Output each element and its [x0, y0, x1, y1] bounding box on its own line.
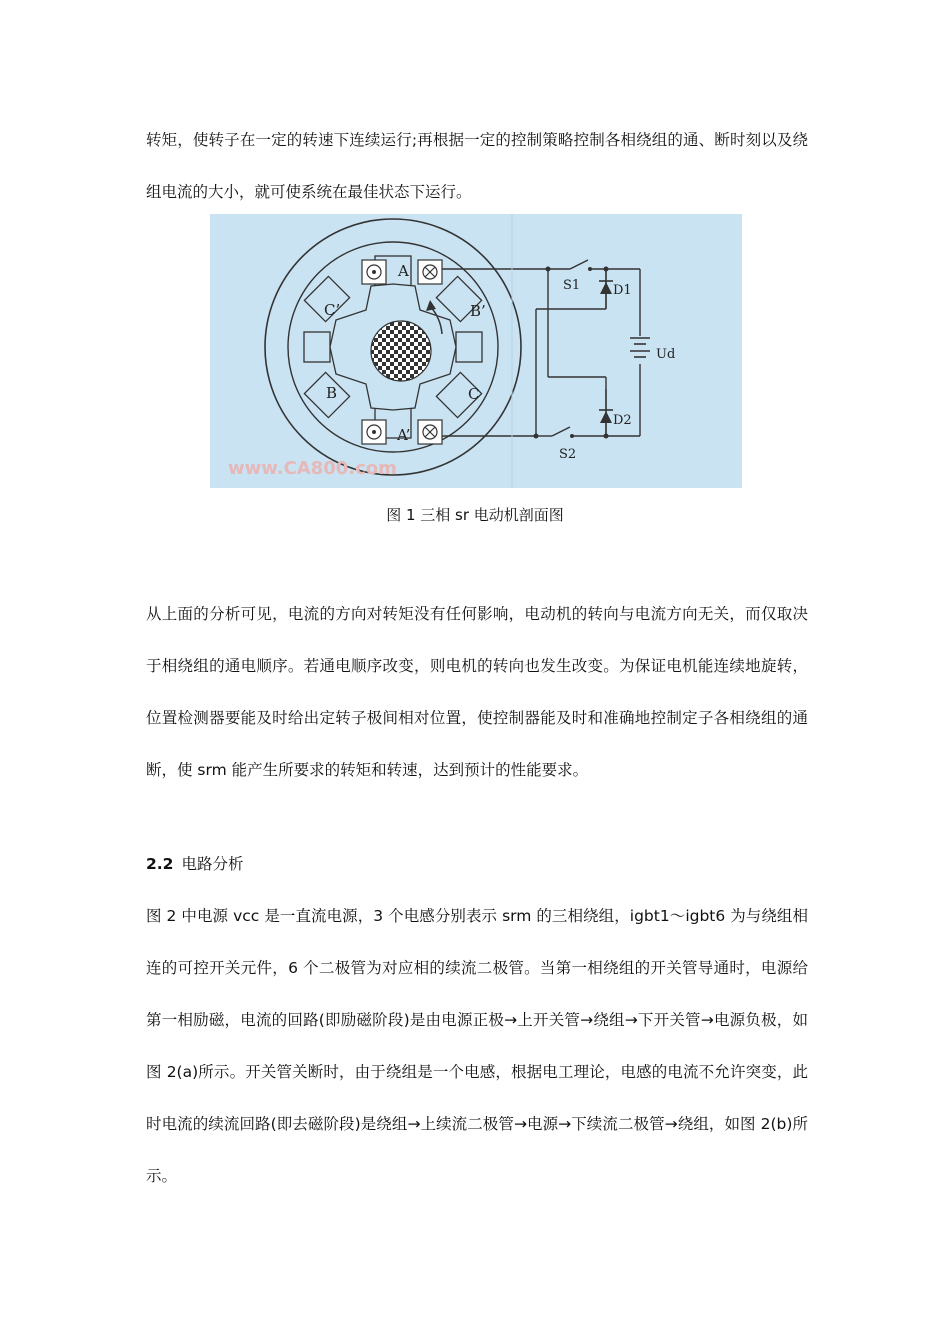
label-S1: S1: [563, 278, 581, 293]
label-pole-A: A: [398, 262, 409, 280]
section-number: 2.2: [146, 855, 174, 873]
paragraph-rotation-analysis: 从上面的分析可见，电流的方向对转矩没有任何影响，电动机的转向与电流方向无关，而仅取决于相绕组的通电顺序。若通电顺序改变，则电机的转向也发生改变。为保证电机能连续地旋转，位置检测器要能及时给出定转子极间相对位置，使控制器能及时和准确地控制定子各相绕组的通断，使 srm 能产生所要求的转矩和转速，达到预计的性能要求。: [146, 605, 808, 779]
diode-D1-icon: [599, 281, 613, 294]
figure-caption: 图 1 三相 sr 电动机剖面图: [386, 506, 564, 524]
diode-D2-icon: [599, 410, 613, 423]
battery-icon: [630, 338, 650, 357]
label-pole-C: C: [468, 385, 480, 403]
section-title: 电路分析: [181, 855, 244, 873]
label-pole-B-prime: B’: [470, 302, 486, 320]
rotation-arrowhead-icon: [426, 300, 436, 311]
label-pole-B: B: [326, 384, 338, 402]
srm-diagram: [210, 214, 742, 488]
label-D1: D1: [613, 283, 632, 298]
label-D2: D2: [613, 413, 632, 428]
label-pole-A-prime: A’: [397, 426, 411, 444]
switch-S1-icon: [570, 260, 588, 269]
paragraph-torque-control: 转矩，使转子在一定的转速下连续运行;再根据一定的控制策略控制各相绕组的通、断时刻以及绕组电流的大小，就可使系统在最佳状态下运行。: [146, 131, 808, 201]
label-Ud: Ud: [656, 347, 676, 362]
rotor-shaft: [371, 321, 431, 381]
label-S2: S2: [559, 447, 577, 462]
figure-srm-cross-section: [210, 214, 742, 488]
section-heading: [146, 838, 243, 890]
paragraph-circuit-analysis: 图 2 中电源 vcc 是一直流电源，3 个电感分别表示 srm 的三相绕组，igbt1～igbt6 为与绕组相连的可控开关元件，6 个二极管为对应相的续流二极管。当第一相绕组的开关管导通时，电源给第一相励磁，电流的回路(即励磁阶段)是由电源正极→上开关管→绕组→下开关管→电源负极，如图 2(a)所示。开关管关断时，由于绕组是一个电感，根据电工理论，电感的电流不允许突变，此时电流的续流回路(即去磁阶段)是绕组→上续流二极管→电源→下续流二极管→绕组，如图 2(b)所示。: [146, 907, 808, 1185]
switch-S2-icon: [552, 427, 570, 436]
watermark: www.CA800.com: [228, 458, 397, 479]
label-pole-C-prime: C’: [324, 301, 341, 319]
